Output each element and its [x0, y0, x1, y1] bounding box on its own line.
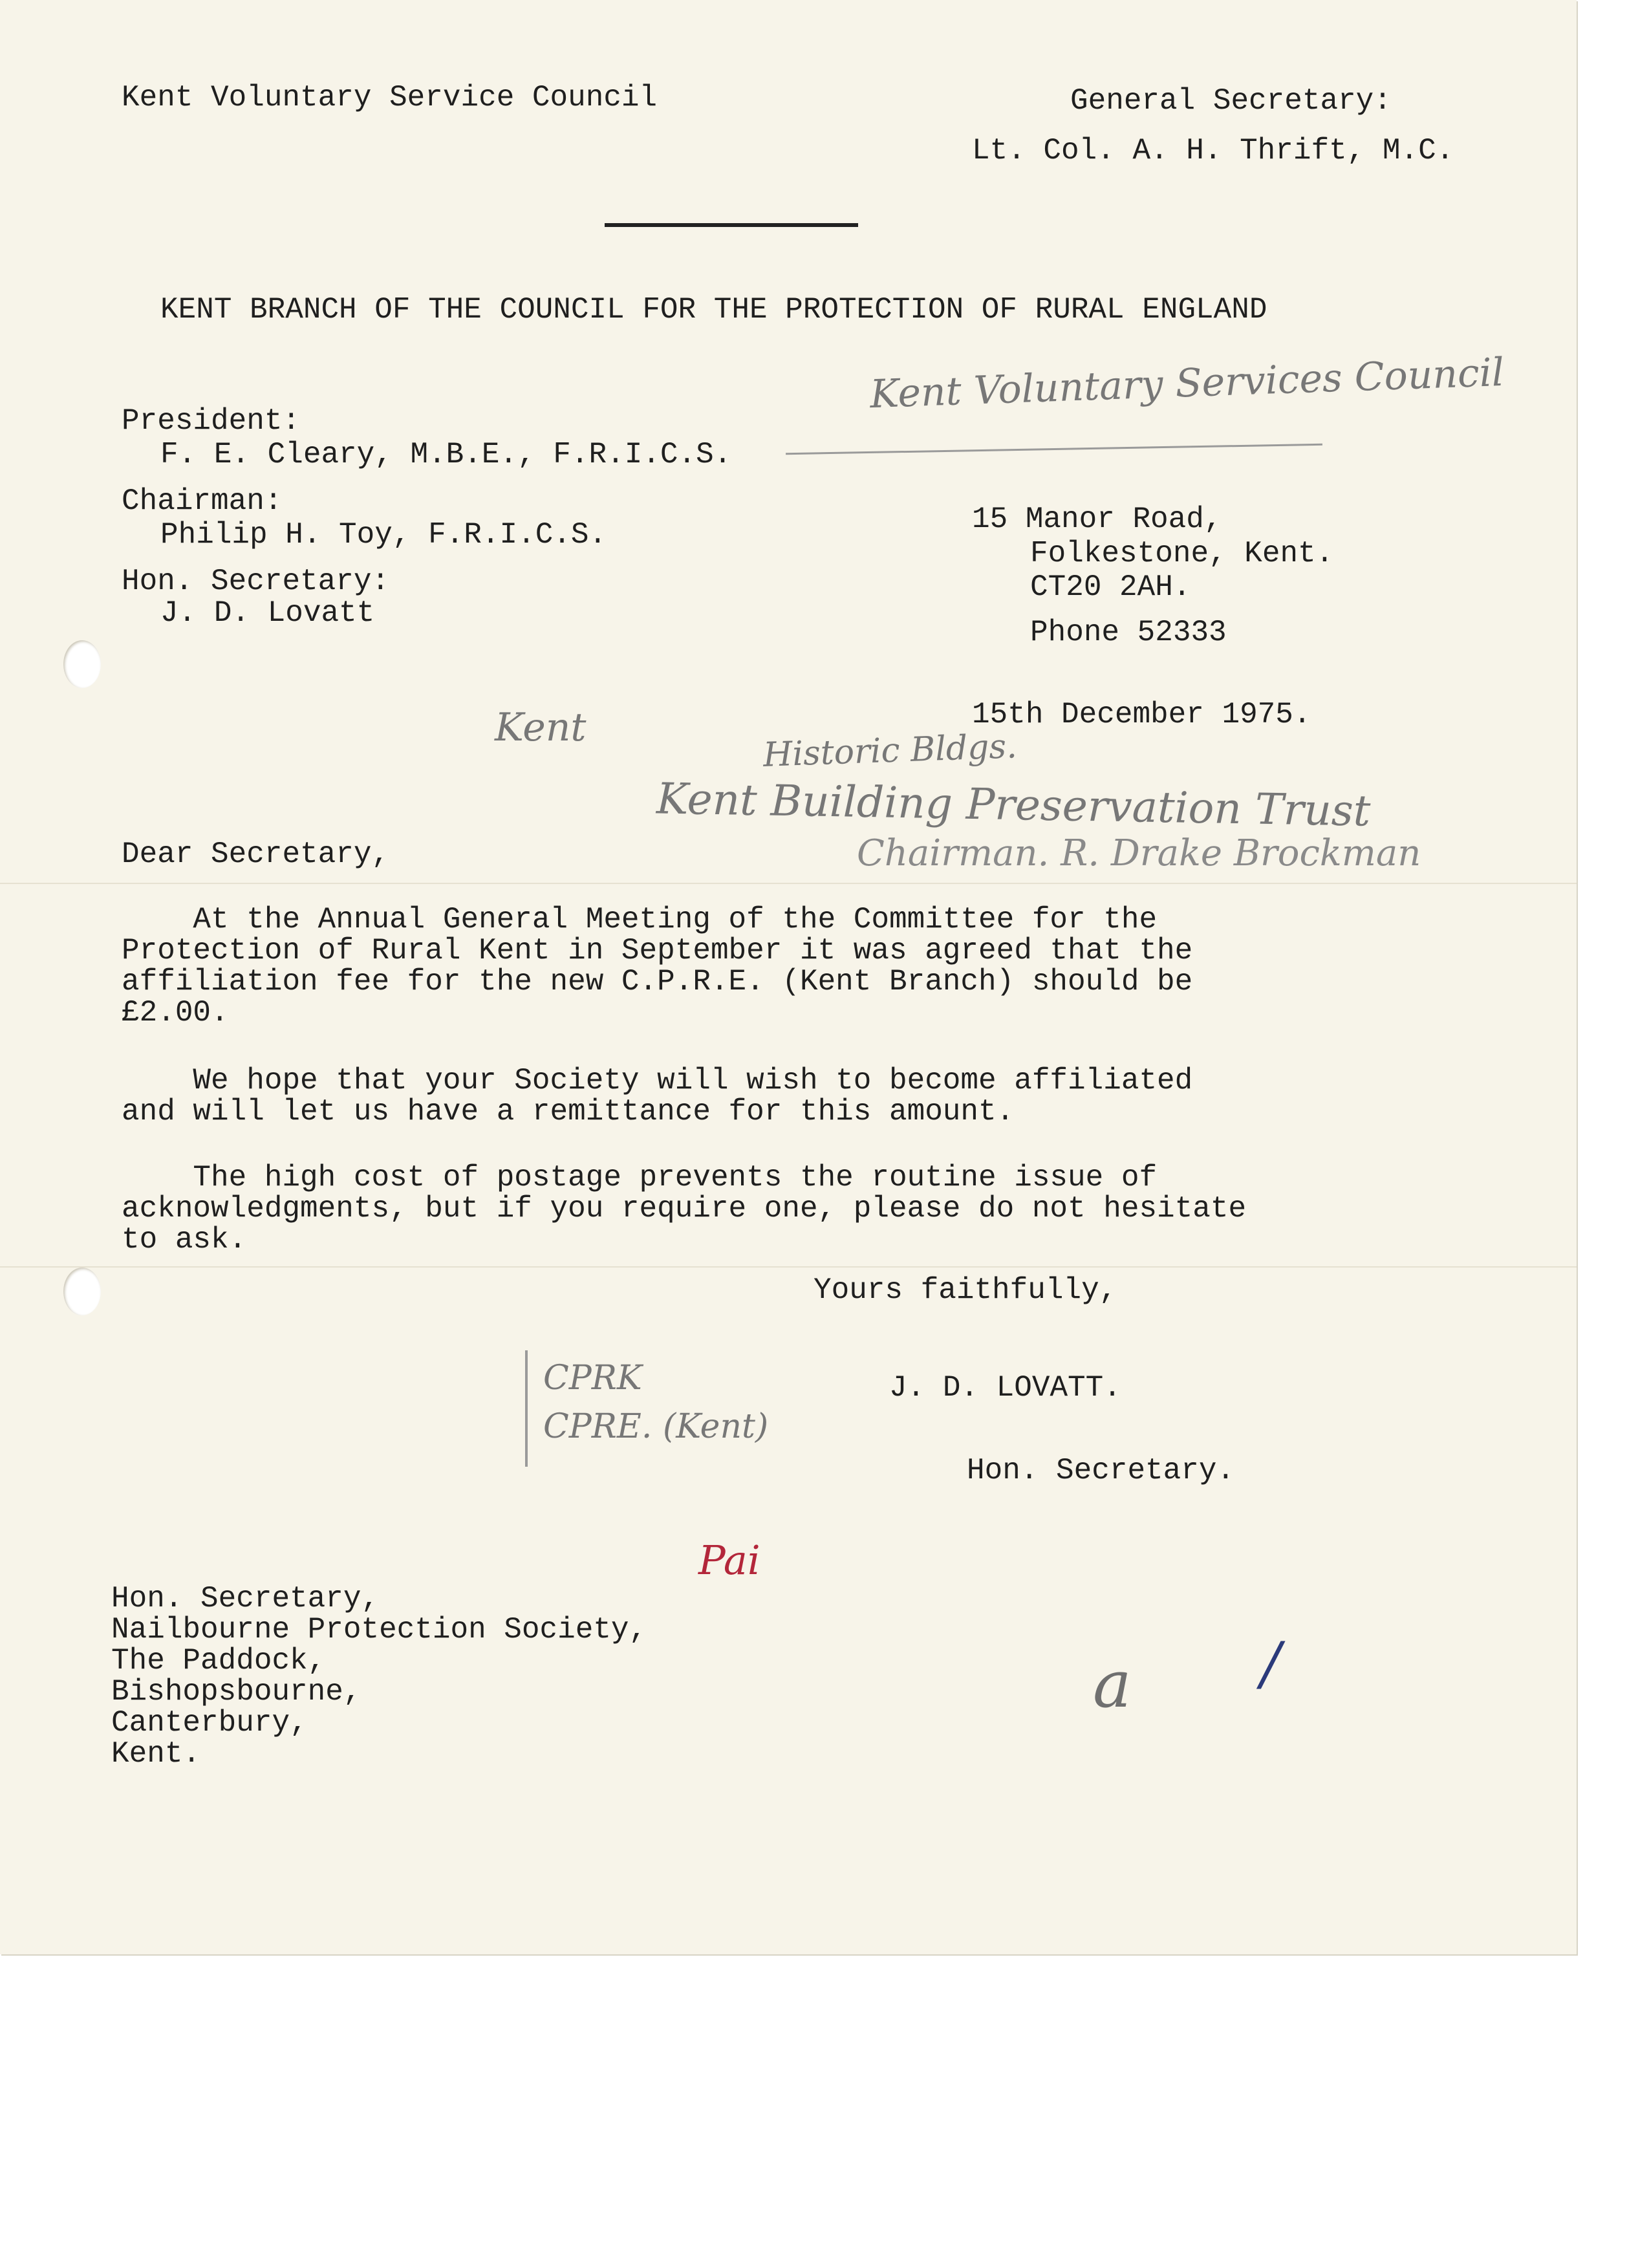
chairman-name: Philip H. Toy, F.R.I.C.S.: [160, 518, 607, 552]
pencil-bracket: [525, 1350, 528, 1467]
body-paragraph-1: [122, 904, 1192, 1028]
note-trust: Kent Building Preservation Trust: [656, 773, 1371, 836]
closing: Yours faithfully,: [814, 1273, 1117, 1307]
body-line: acknowledgments, but if you require one, please do not hesitate: [122, 1192, 1247, 1226]
body-line: We hope that your Society will wish to become affiliated: [122, 1064, 1193, 1097]
note-cprk: CPRK: [543, 1359, 642, 1398]
fold-crease: [0, 1266, 1577, 1268]
tick-mark: /: [1261, 1630, 1281, 1698]
org-left: Kent Voluntary Service Council: [122, 81, 658, 114]
header-divider: [605, 223, 858, 227]
punch-hole: [63, 1268, 101, 1315]
salutation: Dear Secretary,: [122, 837, 390, 871]
recipient-line: The Paddock,: [111, 1644, 326, 1678]
chairman-label: Chairman:: [122, 484, 283, 518]
body-line: and will let us have a remittance for this amount.: [122, 1095, 1015, 1129]
recipient-line: Kent.: [111, 1737, 201, 1771]
fold-crease: [0, 883, 1577, 884]
note-chairman: Chairman. R. Drake Brockman: [857, 832, 1421, 874]
note-kvsc: Kent Voluntary Services Council: [869, 349, 1505, 418]
gen-sec-name: Lt. Col. A. H. Thrift, M.C.: [972, 134, 1454, 167]
president-name: F. E. Cleary, M.B.E., F.R.I.C.S.: [160, 438, 732, 471]
address-line3: CT20 2AH.: [1030, 570, 1191, 604]
recipient-line: Canterbury,: [111, 1706, 308, 1740]
body-line: At the Annual General Meeting of the Committee for the: [122, 903, 1158, 936]
note-cpre: CPRE. (Kent): [543, 1407, 769, 1446]
body-line: to ask.: [122, 1223, 247, 1257]
hon-sec-label: Hon. Secretary:: [122, 565, 390, 598]
signatory-title: Hon. Secretary.: [967, 1454, 1235, 1487]
pencil-underline: [786, 444, 1322, 455]
body-line: The high cost of postage prevents the routine issue of: [122, 1161, 1158, 1194]
body-paragraph-3: [122, 1162, 1246, 1255]
signatory: J. D. LOVATT.: [889, 1371, 1121, 1405]
recipient-line: Bishopsbourne,: [111, 1675, 361, 1709]
hon-sec-name: J. D. Lovatt: [160, 596, 375, 630]
president-label: President:: [122, 404, 301, 438]
gen-sec-label: General Secretary:: [1070, 84, 1392, 118]
body-line: £2.00.: [122, 996, 229, 1030]
punch-hole: [63, 640, 101, 688]
address-line1: 15 Manor Road,: [972, 502, 1222, 536]
note-kent: Kent: [495, 705, 587, 750]
body-paragraph-2: [122, 1065, 1192, 1127]
note-initial: a: [1093, 1647, 1132, 1722]
recipient-line: Nailbourne Protection Society,: [111, 1613, 647, 1647]
note-paid: Pai: [698, 1537, 760, 1584]
recipient-line: Hon. Secretary,: [111, 1582, 380, 1615]
phone: Phone 52333: [1030, 616, 1227, 649]
recipient-address: [111, 1583, 647, 1769]
body-line: Protection of Rural Kent in September it was agreed that the: [122, 934, 1193, 967]
letter-date: 15th December 1975.: [972, 698, 1311, 731]
address-line2: Folkestone, Kent.: [1030, 537, 1334, 570]
note-historic: Historic Bldgs.: [762, 727, 1018, 775]
branch-title: KENT BRANCH OF THE COUNCIL FOR THE PROTECTION OF RURAL ENGLAND: [160, 293, 1267, 327]
body-line: affiliation fee for the new C.P.R.E. (Kent Branch) should be: [122, 965, 1193, 999]
